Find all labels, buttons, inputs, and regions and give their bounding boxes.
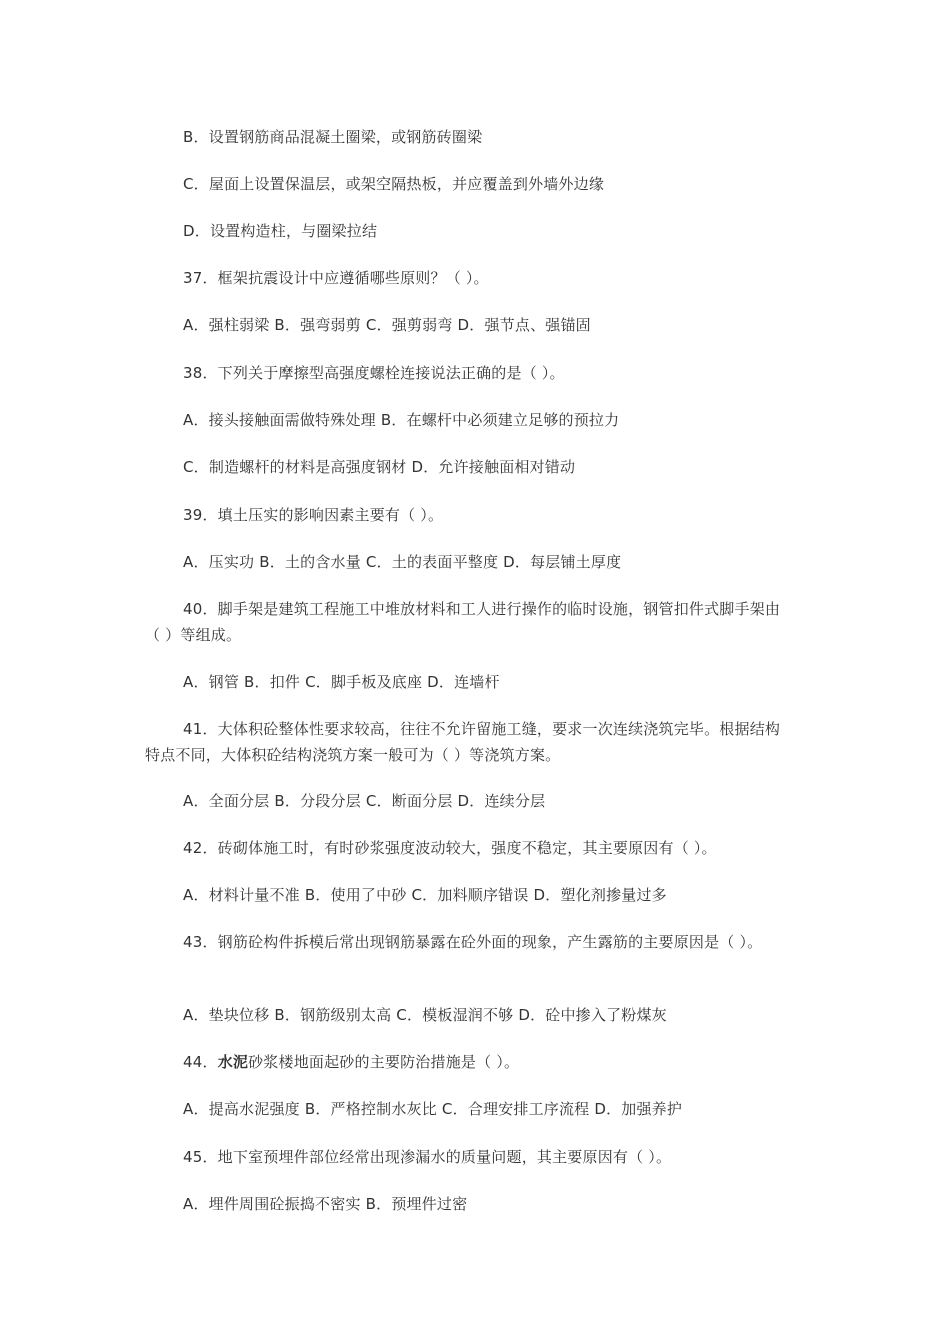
question-37: 37．框架抗震设计中应遵循哪些原则？（ ）。 xyxy=(183,269,489,287)
question-44-number: 44． xyxy=(183,1053,218,1071)
options-38-ab: A．接头接触面需做特殊处理 B．在螺杆中必须建立足够的预拉力 xyxy=(183,411,620,429)
question-45: 45．地下室预埋件部位经常出现渗漏水的质量问题，其主要原因有（ ）。 xyxy=(183,1148,672,1166)
question-40: 40．脚手架是建筑工程施工中堆放材料和工人进行操作的临时设施，钢管扣件式脚手架由（ ）等组成。 xyxy=(145,600,781,644)
question-38: 38．下列关于摩擦型高强度螺栓连接说法正确的是（ ）。 xyxy=(183,364,565,382)
options-45: A．埋件周围砼振捣不密实 B．预埋件过密 xyxy=(183,1195,468,1213)
options-41: A．全面分层 B．分段分层 C．断面分层 D．连续分层 xyxy=(183,792,546,810)
options-42: A．材料计量不准 B．使用了中砂 C．加料顺序错误 D．塑化剂掺量过多 xyxy=(183,886,667,904)
option-36-c: C．屋面上设置保温层，或架空隔热板，并应覆盖到外墙外边缘 xyxy=(183,175,605,193)
options-39: A．压实功 B．土的含水量 C．土的表面平整度 D．每层铺土厚度 xyxy=(183,553,622,571)
question-44 xyxy=(183,1052,519,1072)
question-42: 42．砖砌体施工时，有时砂浆强度波动较大，强度不稳定，其主要原因有（ ）。 xyxy=(183,839,717,857)
question-44-text: 砂浆楼地面起砂的主要防治措施是（ ）。 xyxy=(248,1053,520,1071)
options-37: A．强柱弱梁 B．强弯弱剪 C．强剪弱弯 D．强节点、强锚固 xyxy=(183,316,591,334)
options-40: A．钢管 B．扣件 C．脚手板及底座 D．连墙杆 xyxy=(183,673,500,691)
option-36-d: D．设置构造柱，与圈梁拉结 xyxy=(183,222,378,240)
question-41: 41．大体积砼整体性要求较高，往往不允许留施工缝，要求一次连续浇筑完毕。根据结构 特点不同，大体积砼结构浇筑方案一般可为（ ）等浇筑方案。 xyxy=(145,720,781,764)
options-43: A．垫块位移 B．钢筋级别太高 C．模板湿润不够 D．砼中掺入了粉煤灰 xyxy=(183,1006,667,1024)
options-44: A．提高水泥强度 B．严格控制水灰比 C．合理安排工序流程 D．加强养护 xyxy=(183,1100,683,1118)
option-36-b: B．设置钢筋商品混凝土圈梁，或钢筋砖圈梁 xyxy=(183,128,483,146)
question-39: 39．填土压实的影响因素主要有（ ）。 xyxy=(183,506,444,524)
question-44-keyword: 水泥 xyxy=(217,1053,249,1071)
options-38-cd: C．制造螺杆的材料是高强度钢材 D．允许接触面相对错动 xyxy=(183,458,576,476)
question-43: 43．钢筋砼构件拆模后常出现钢筋暴露在砼外面的现象，产生露筋的主要原因是（ ）。 xyxy=(183,933,763,951)
